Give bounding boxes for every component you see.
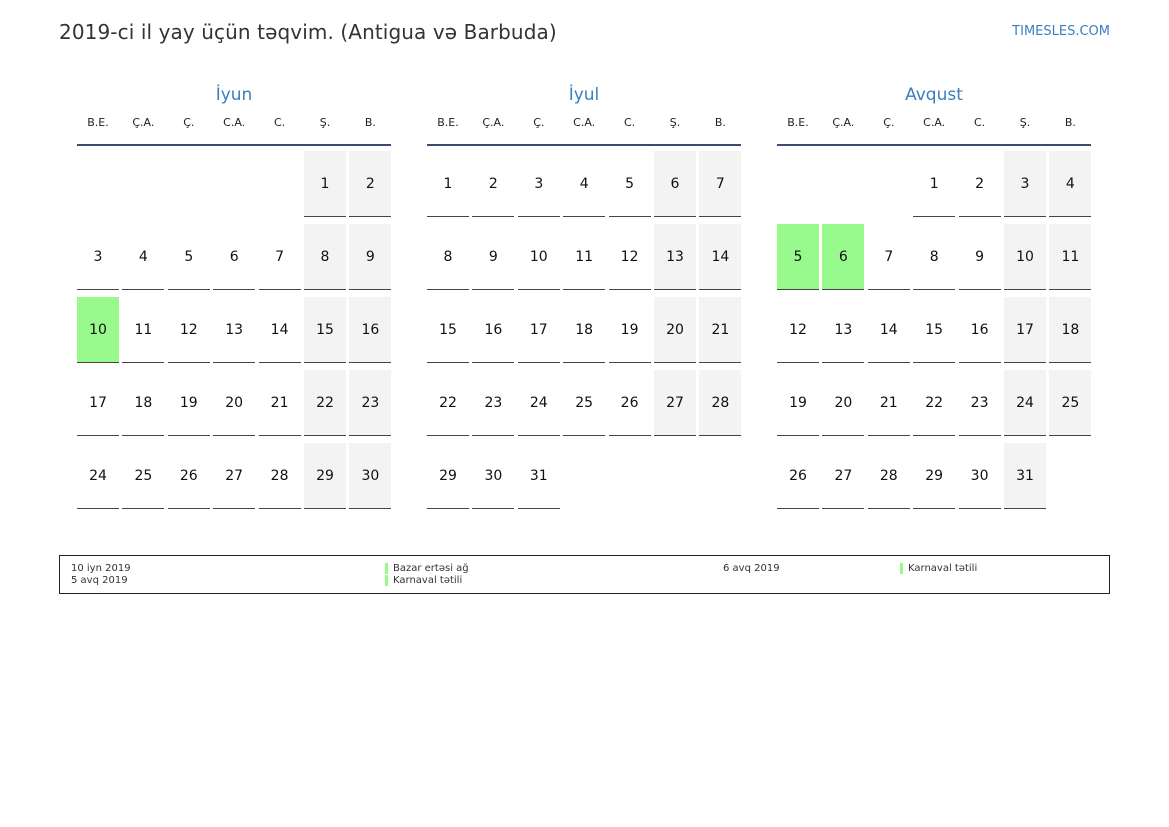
weekday-label: C.A. (923, 116, 946, 129)
day-cell: 21 (699, 297, 741, 363)
holiday-day-cell: 5 (777, 224, 819, 290)
weekday-label: Ş. (319, 116, 331, 129)
legend-holiday-name: Karnaval tətili (393, 575, 463, 586)
weekday-label: Ç.A. (482, 116, 505, 129)
day-cell: 30 (472, 443, 514, 509)
holiday-legend (59, 555, 1110, 594)
day-cell: 20 (213, 370, 255, 436)
day-cell: 20 (654, 297, 696, 363)
holiday-color-swatch (385, 563, 388, 574)
day-cell: 3 (518, 151, 560, 217)
weekday-label: Ç. (883, 116, 895, 129)
day-cell: 7 (868, 224, 910, 290)
day-cell: 23 (472, 370, 514, 436)
day-cell: 11 (563, 224, 605, 290)
day-cell: 17 (518, 297, 560, 363)
weekday-label: B. (1064, 116, 1076, 129)
day-cell: 24 (518, 370, 560, 436)
day-cell: 18 (122, 370, 164, 436)
month-july (427, 84, 741, 516)
weekday-label: Ç.A. (832, 116, 855, 129)
day-cell: 17 (77, 370, 119, 436)
day-cell: 13 (822, 297, 864, 363)
day-cell: 24 (1004, 370, 1046, 436)
weekday-label: Ç. (183, 116, 195, 129)
day-cell: 1 (304, 151, 346, 217)
day-cell: 30 (349, 443, 391, 509)
month-june (77, 84, 391, 516)
weekday-label: B. (364, 116, 376, 129)
weekday-header-row (427, 116, 741, 146)
day-cell: 11 (1049, 224, 1091, 290)
day-cell: 22 (427, 370, 469, 436)
day-cell: 8 (304, 224, 346, 290)
weekday-label: B.E. (787, 116, 809, 129)
day-cell: 14 (259, 297, 301, 363)
day-cell: 12 (777, 297, 819, 363)
day-cell: 20 (822, 370, 864, 436)
weekday-label: Ş. (669, 116, 681, 129)
day-cell: 7 (699, 151, 741, 217)
calendar-months (77, 84, 1092, 514)
day-cell: 31 (1004, 443, 1046, 509)
day-cell: 5 (168, 224, 210, 290)
legend-date: 6 avq 2019 (723, 563, 780, 574)
day-cell: 28 (259, 443, 301, 509)
weekday-label: B.E. (87, 116, 109, 129)
holiday-color-swatch (385, 575, 388, 586)
day-cell: 18 (1049, 297, 1091, 363)
weekday-header-row (777, 116, 1091, 146)
legend-date: 10 iyn 2019 (71, 563, 131, 574)
day-cell: 10 (518, 224, 560, 290)
day-cell: 10 (1004, 224, 1046, 290)
holiday-day-cell: 10 (77, 297, 119, 363)
month-name: İyul (568, 85, 600, 105)
weekday-label: Ç. (533, 116, 545, 129)
weekday-label: C. (974, 116, 986, 129)
day-cell: 14 (868, 297, 910, 363)
day-cell: 26 (609, 370, 651, 436)
day-cell: 16 (472, 297, 514, 363)
day-cell: 22 (304, 370, 346, 436)
day-cell: 28 (868, 443, 910, 509)
day-cell: 29 (427, 443, 469, 509)
day-grid (427, 151, 741, 516)
day-cell: 18 (563, 297, 605, 363)
legend-date: 5 avq 2019 (71, 575, 128, 586)
day-cell: 4 (563, 151, 605, 217)
day-cell: 27 (822, 443, 864, 509)
day-cell: 2 (472, 151, 514, 217)
day-cell: 26 (168, 443, 210, 509)
day-cell: 27 (213, 443, 255, 509)
day-cell: 3 (77, 224, 119, 290)
day-cell: 14 (699, 224, 741, 290)
weekday-header-row (77, 116, 391, 146)
day-cell: 7 (259, 224, 301, 290)
day-cell: 13 (654, 224, 696, 290)
month-august (777, 84, 1091, 516)
day-cell: 16 (349, 297, 391, 363)
day-cell: 3 (1004, 151, 1046, 217)
day-cell: 12 (168, 297, 210, 363)
day-cell: 5 (609, 151, 651, 217)
day-cell: 21 (868, 370, 910, 436)
holiday-day-cell: 6 (822, 224, 864, 290)
month-name: Avqust (905, 85, 963, 105)
day-cell: 11 (122, 297, 164, 363)
day-cell: 25 (122, 443, 164, 509)
day-cell: 9 (472, 224, 514, 290)
day-cell: 23 (959, 370, 1001, 436)
day-cell: 1 (427, 151, 469, 217)
day-cell: 29 (913, 443, 955, 509)
day-cell: 25 (1049, 370, 1091, 436)
day-cell: 13 (213, 297, 255, 363)
weekday-label: C. (624, 116, 636, 129)
day-cell: 15 (304, 297, 346, 363)
day-cell: 29 (304, 443, 346, 509)
day-cell: 2 (959, 151, 1001, 217)
day-cell: 9 (349, 224, 391, 290)
day-cell: 6 (213, 224, 255, 290)
day-cell: 4 (1049, 151, 1091, 217)
day-grid (77, 151, 391, 516)
day-cell: 4 (122, 224, 164, 290)
day-cell: 16 (959, 297, 1001, 363)
day-cell: 26 (777, 443, 819, 509)
day-cell: 8 (913, 224, 955, 290)
holiday-color-swatch (900, 563, 903, 574)
day-cell: 24 (77, 443, 119, 509)
day-cell: 25 (563, 370, 605, 436)
day-cell: 30 (959, 443, 1001, 509)
day-cell: 9 (959, 224, 1001, 290)
weekday-label: C.A. (573, 116, 596, 129)
page-title: 2019-ci il yay üçün təqvim. (Antigua və Barbuda) (59, 20, 557, 44)
day-cell: 22 (913, 370, 955, 436)
weekday-label: C. (274, 116, 286, 129)
weekday-label: B.E. (437, 116, 459, 129)
day-cell: 19 (609, 297, 651, 363)
day-cell: 17 (1004, 297, 1046, 363)
day-cell: 15 (427, 297, 469, 363)
day-cell: 19 (777, 370, 819, 436)
day-cell: 27 (654, 370, 696, 436)
day-cell: 1 (913, 151, 955, 217)
weekday-label: Ş. (1019, 116, 1031, 129)
day-grid (777, 151, 1091, 516)
weekday-label: C.A. (223, 116, 246, 129)
day-cell: 28 (699, 370, 741, 436)
day-cell: 23 (349, 370, 391, 436)
day-cell: 31 (518, 443, 560, 509)
day-cell: 2 (349, 151, 391, 217)
day-cell: 21 (259, 370, 301, 436)
month-name: İyun (215, 85, 253, 105)
weekday-label: Ç.A. (132, 116, 155, 129)
day-cell: 15 (913, 297, 955, 363)
legend-holiday-name: Bazar ertəsi ağ (393, 563, 469, 574)
weekday-label: B. (714, 116, 726, 129)
day-cell: 12 (609, 224, 651, 290)
day-cell: 19 (168, 370, 210, 436)
brand-link[interactable]: TIMESLES.COM (1012, 24, 1110, 39)
day-cell: 8 (427, 224, 469, 290)
legend-holiday-name: Karnaval tətili (908, 563, 978, 574)
day-cell: 6 (654, 151, 696, 217)
